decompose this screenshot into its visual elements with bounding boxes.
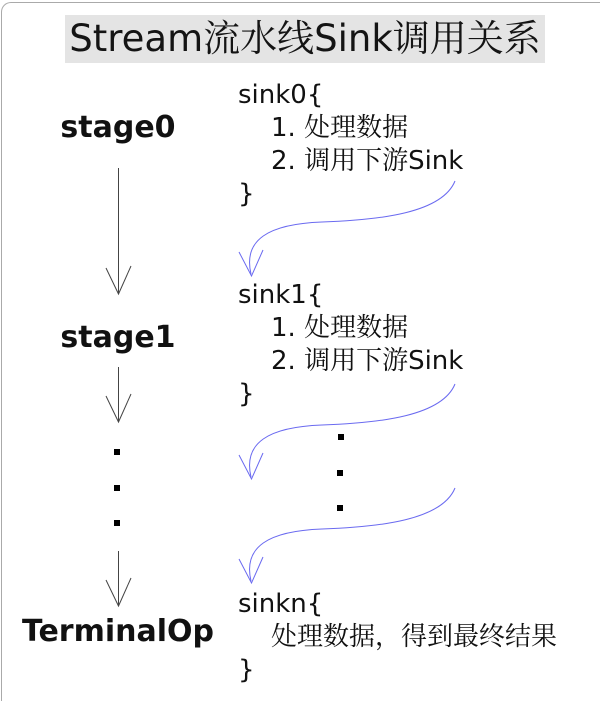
stage-flow-arrow-3-head	[106, 578, 131, 606]
sink0-footer: }	[238, 179, 255, 209]
sink0-block	[238, 79, 463, 211]
sink-call-arrow-3-curve	[250, 488, 455, 581]
sink-call-arrow-2-head	[239, 453, 263, 479]
stage-flow-arrow-2	[106, 367, 131, 422]
stage-label-stage1: stage1	[60, 320, 176, 355]
sinkn-header: sinkn{	[238, 589, 324, 619]
sink1-block	[238, 279, 463, 411]
sink1-footer: }	[238, 379, 255, 409]
sink1-header: sink1{	[238, 280, 324, 310]
sink0-line-2: 2. 调用下游Sink	[271, 146, 464, 176]
sink1-line-1: 1. 处理数据	[271, 313, 409, 343]
sinkn-footer: }	[238, 655, 255, 685]
stage-flow-arrow-2-head	[106, 394, 131, 422]
sink1-line-2: 2. 调用下游Sink	[271, 346, 464, 376]
ellipsis-dot	[338, 434, 344, 440]
sink-call-arrow-1-head	[239, 250, 263, 276]
ellipsis-dot	[114, 485, 120, 491]
stage-label-terminalop: TerminalOp	[21, 614, 215, 649]
sinkn-block	[238, 588, 557, 687]
ellipsis-dot	[337, 470, 343, 476]
stage-flow-arrow-1-head	[106, 266, 131, 294]
sink0-line-1: 1. 处理数据	[271, 113, 409, 143]
sinkn-line-1: 处理数据，得到最终结果	[271, 622, 558, 652]
stage-flow-arrow-3	[106, 551, 131, 606]
stage-label-stage0: stage0	[60, 110, 176, 145]
sink-call-arrow-3-head	[239, 557, 263, 583]
sink0-header: sink0{	[238, 80, 324, 110]
diagram-title: Stream流水线Sink调用关系	[65, 15, 545, 63]
sink-call-arrow-3	[239, 488, 455, 583]
ellipsis-dot	[114, 449, 120, 455]
ellipsis-dot	[114, 520, 120, 526]
ellipsis-dot	[337, 505, 343, 511]
stage-flow-arrow-1	[106, 168, 131, 294]
